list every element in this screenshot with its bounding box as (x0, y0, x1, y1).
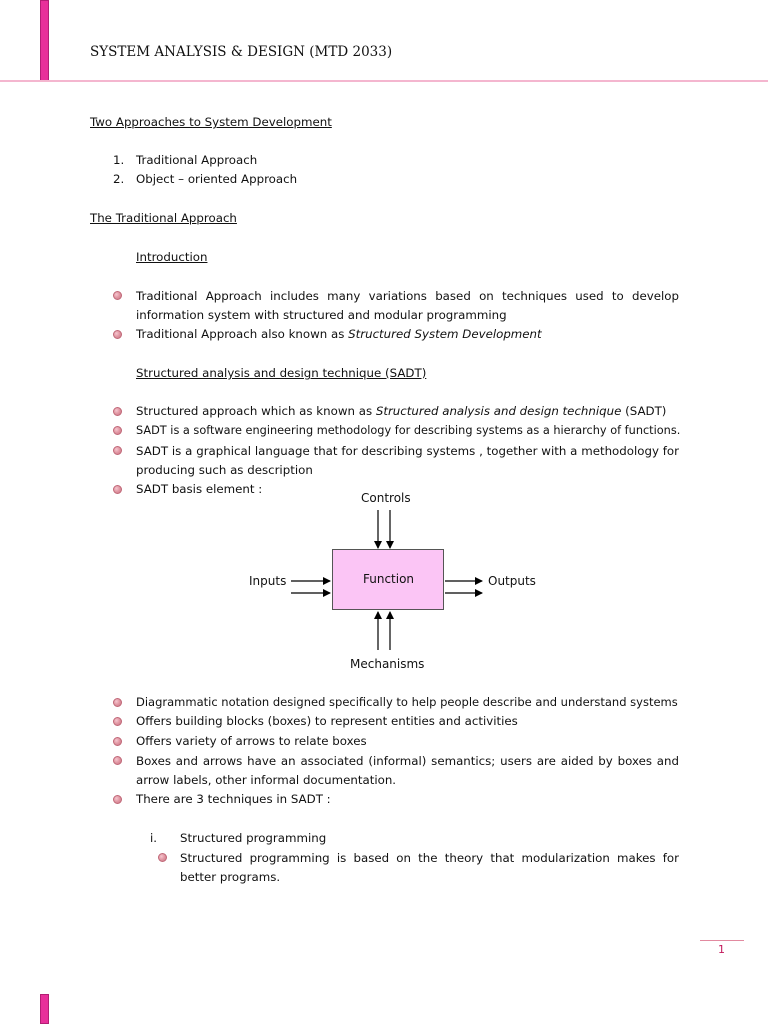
roman-list-number: i. (150, 831, 158, 845)
intro-bullet-2-italic: Structured System Development (348, 327, 542, 341)
section-heading-traditional: The Traditional Approach (90, 211, 237, 225)
page-number: 1 (718, 943, 725, 956)
intro-bullet-2-text: Traditional Approach also known as (136, 327, 349, 341)
page-header-title: SYSTEM ANALYSIS & DESIGN (MTD 2033) (90, 44, 393, 60)
bullet-icon (158, 853, 167, 862)
bullet-icon (113, 737, 122, 746)
diagram-label-function: Function (363, 572, 415, 586)
notation-bullet-3: Offers variety of arrows to relate boxes (136, 734, 367, 748)
diagram-label-controls: Controls (361, 491, 411, 505)
list-item-object-oriented: Object – oriented Approach (136, 172, 298, 186)
sadt-bullet-4: SADT basis element : (136, 482, 263, 496)
bullet-icon (113, 698, 122, 707)
subheading-sadt: Structured analysis and design technique (SADT) (136, 366, 427, 380)
bullet-icon (113, 756, 122, 765)
diagram-label-inputs: Inputs (249, 574, 287, 588)
structured-programming-bullet: Structured programming is based on the theory that modularization makes for better programs. (180, 851, 679, 884)
notation-bullet-4: Boxes and arrows have an associated (informal) semantics; users are aided by boxes and arrow labels, other informal documentation. (136, 754, 679, 787)
notation-bullet-1: Diagrammatic notation designed specifically to help people describe and understand systems (136, 695, 678, 709)
notation-bullet-2: Offers building blocks (boxes) to represent entities and activities (136, 714, 518, 728)
intro-bullet-1: Traditional Approach includes many variations based on techniques used to develop information system with structured and modular programming (136, 289, 679, 322)
section-heading-approaches: Two Approaches to System Development (90, 115, 332, 129)
sadt-bullet-3: SADT is a graphical language that for describing systems , together with a methodology for producing such as description (136, 444, 679, 477)
list-item-number: 2. (113, 172, 125, 186)
bullet-icon (113, 795, 122, 804)
diagram-label-outputs: Outputs (488, 574, 536, 588)
sadt-bullet-1-text: Structured approach which as known as (136, 404, 376, 418)
list-item-traditional: Traditional Approach (136, 153, 258, 167)
page-number-rule (700, 940, 744, 941)
sadt-bullet-1-suffix: (SADT) (621, 404, 667, 418)
bullet-icon (113, 717, 122, 726)
roman-list-item-structured-programming: Structured programming (180, 831, 327, 845)
list-item-number: 1. (113, 153, 125, 167)
sadt-bullet-2: SADT is a software engineering methodology for describing systems as a hierarchy of functions. (136, 424, 681, 437)
subheading-introduction: Introduction (136, 250, 208, 264)
diagram-label-mechanisms: Mechanisms (350, 657, 425, 671)
notation-bullet-5: There are 3 techniques in SADT : (136, 792, 331, 806)
sadt-bullet-1-italic: Structured analysis and design technique (375, 404, 622, 418)
